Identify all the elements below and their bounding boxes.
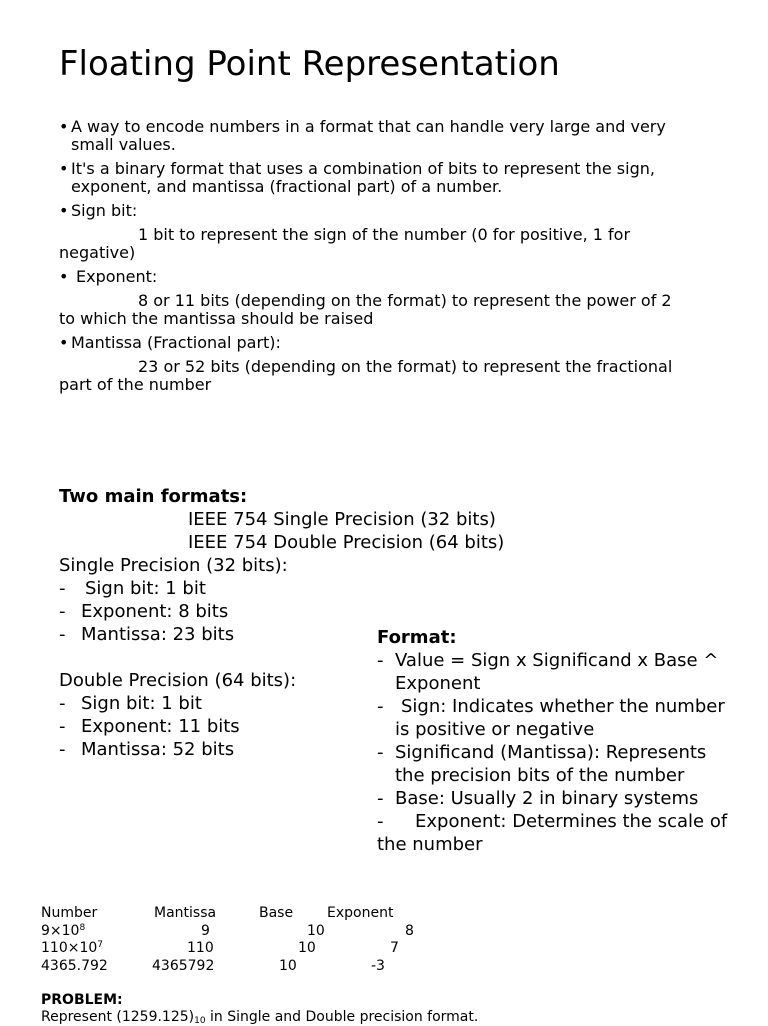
double-item: - Sign bit: 1 bit xyxy=(59,693,202,714)
bullet-encode: • A way to encode numbers in a format that can handle very large and very small values. xyxy=(59,117,666,154)
bullet-icon: • xyxy=(59,267,69,286)
format-item: - Exponent: Determines the scale of xyxy=(377,811,728,832)
format-item: - Base: Usually 2 in binary systems xyxy=(377,788,699,809)
mantissa-description: 23 or 52 bits (depending on the format) to represent the fractional part of the number xyxy=(59,357,673,394)
bullet-binary-format: • It's a binary format that uses a combination of bits to represent the sign, exponent, and mantissa (fractional part) of a number. xyxy=(59,159,655,196)
problem-label: PROBLEM: xyxy=(41,992,123,1008)
header-base: Base xyxy=(259,905,294,921)
header-exponent: Exponent xyxy=(327,905,394,921)
single-precision-heading: Single Precision (32 bits): xyxy=(59,555,288,576)
double-precision-heading: Double Precision (64 bits): xyxy=(59,670,297,691)
exponent-description: 8 or 11 bits (depending on the format) to represent the power of 2 to which the mantissa should be raised xyxy=(59,291,672,328)
single-item: - Exponent: 8 bits xyxy=(59,601,229,622)
problem-section xyxy=(41,992,478,1026)
bullet-icon: • xyxy=(59,333,69,352)
single-item: - Sign bit: 1 bit xyxy=(59,578,206,599)
double-item: - Exponent: 11 bits xyxy=(59,716,240,737)
format-single: IEEE 754 Single Precision (32 bits) xyxy=(188,509,496,530)
page-title: Floating Point Representation xyxy=(59,44,560,84)
bullet-icon: • xyxy=(59,159,69,178)
format-double: IEEE 754 Double Precision (64 bits) xyxy=(188,532,505,553)
problem-text: Represent $(1259.125)_{10}$ in Single and Double precision format. xyxy=(41,1009,479,1026)
bullet-sign-bit: • Sign bit: xyxy=(59,201,138,220)
double-item: - Mantissa: 52 bits xyxy=(59,739,235,760)
bullet-icon: • xyxy=(59,201,69,220)
header-number: Number xyxy=(41,905,98,921)
sign-bit-description: 1 bit to represent the sign of the number (0 for positive, 1 for negative) xyxy=(59,225,631,262)
format-heading: Format: xyxy=(377,627,457,648)
formats-heading: Two main formats: xyxy=(59,486,248,507)
bullet-exponent: • Exponent: xyxy=(59,267,158,286)
bullet-mantissa: • Mantissa (Fractional part): xyxy=(59,333,281,352)
format-box: Format: - Value = Sign x Significand x Base ^ Exponent - Sign: Indicates whether the number is positive or negative - Significand (Mantissa): Represents the precision bits of the number - Base: Usually 2 in binary systems - Exponent: Determines the scale of the number xyxy=(377,627,728,855)
header-mantissa: Mantissa xyxy=(154,905,217,921)
format-item: - Sign: Indicates whether the number xyxy=(377,696,725,717)
format-item: - Value = Sign x Significand x Base ^ xyxy=(377,650,719,671)
bullet-icon: • xyxy=(59,117,69,136)
format-item: - Significand (Mantissa): Represents xyxy=(377,742,707,763)
single-item: - Mantissa: 23 bits xyxy=(59,624,235,645)
